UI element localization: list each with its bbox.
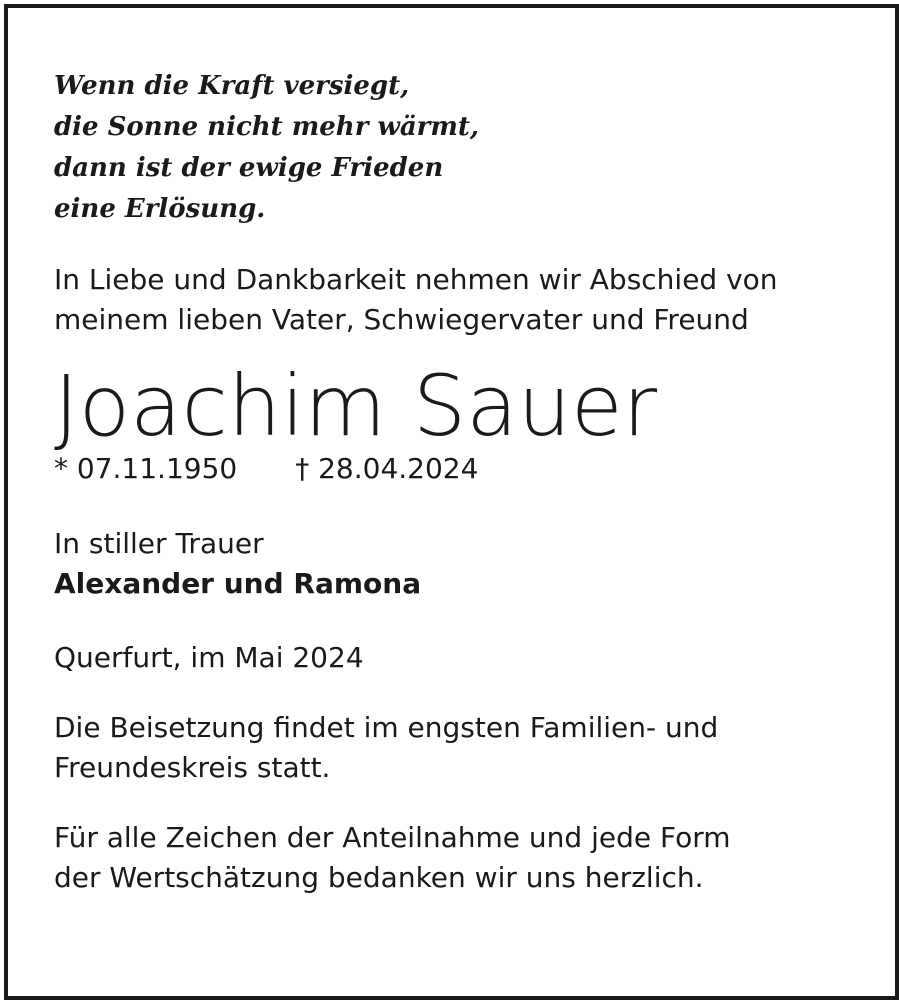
life-dates (54, 450, 865, 488)
poem-line: die Sonne nicht mehr wärmt, (54, 112, 479, 142)
poem (54, 66, 865, 230)
birth-date: * 07.11.1950 (54, 452, 238, 485)
intro-line: In Liebe und Dankbarkeit nehmen wir Abschied von (54, 263, 778, 296)
place-date (54, 638, 865, 678)
poem-line: Wenn die Kraft versiegt, (54, 71, 410, 101)
intro-text (54, 260, 865, 340)
mourning-block (54, 524, 865, 604)
mourning-label: In stiller Trauer (54, 527, 264, 560)
deceased-name: Joachim Sauer (54, 357, 658, 455)
obituary-frame (4, 4, 899, 1000)
poem-line: dann ist der ewige Frieden (54, 153, 444, 183)
thanks-notice (54, 818, 865, 898)
burial-notice (54, 708, 865, 788)
place-date-text: Querfurt, im Mai 2024 (54, 641, 364, 674)
obituary-content (54, 66, 865, 898)
death-date: † 28.04.2024 (295, 452, 479, 485)
thanks-line: Für alle Zeichen der Anteilnahme und jede Form (54, 821, 731, 854)
burial-line: Freundeskreis statt. (54, 751, 331, 784)
poem-line: eine Erlösung. (54, 194, 266, 224)
mourner-names: Alexander und Ramona (54, 567, 422, 600)
burial-line: Die Beisetzung findet im engsten Familien- und (54, 711, 719, 744)
intro-line: meinem lieben Vater, Schwiegervater und Freund (54, 303, 749, 336)
thanks-line: der Wertschätzung bedanken wir uns herzlich. (54, 861, 704, 894)
